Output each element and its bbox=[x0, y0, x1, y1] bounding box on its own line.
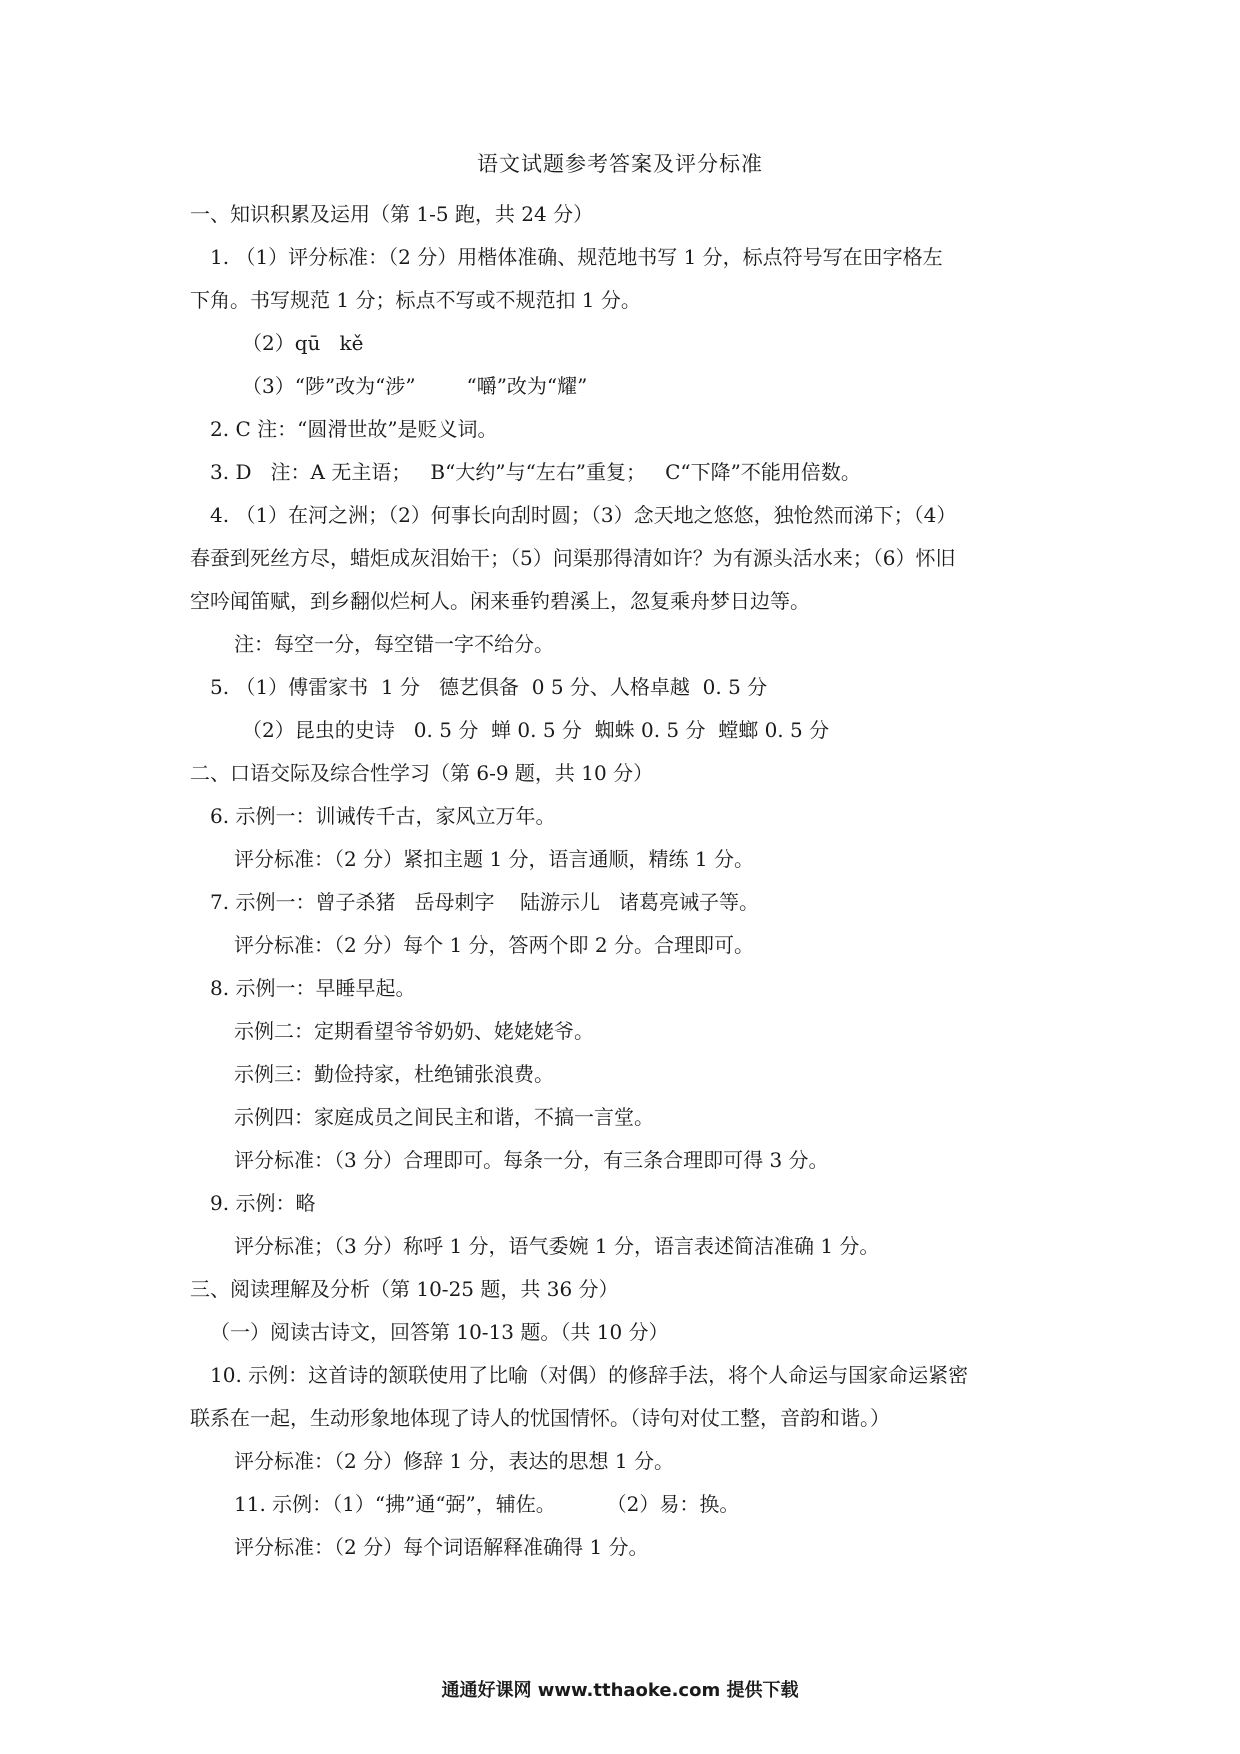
text-line: 7. 示例一：曾子杀猪 岳母刺字 陆游示儿 诸葛亮诫子等。 bbox=[210, 890, 760, 914]
text-line: 示例三：勤俭持家，杜绝铺张浪费。 bbox=[234, 1062, 554, 1086]
text-line: 10. 示例：这首诗的颔联使用了比喻（对偶）的修辞手法，将个人命运与国家命运紧密 bbox=[210, 1363, 969, 1387]
text-line: 注：每空一分，每空错一字不给分。 bbox=[234, 632, 554, 656]
text-line: 6. 示例一：训诫传千古，家风立万年。 bbox=[210, 804, 556, 828]
text-line: 评分标准：（2 分）每个词语解释准确得 1 分。 bbox=[234, 1535, 649, 1559]
text-line: 评分标准：（2 分）紧扣主题 1 分，语言通顺，精练 1 分。 bbox=[234, 847, 754, 871]
text-line: 空吟闻笛赋，到乡翻似烂柯人。闲来垂钓碧溪上，忽复乘舟梦日边等。 bbox=[190, 589, 810, 613]
text-line: 评分标准：（3 分）合理即可。每条一分，有三条合理即可得 3 分。 bbox=[234, 1148, 829, 1172]
text-line: 评分标准：（2 分）修辞 1 分，表达的思想 1 分。 bbox=[234, 1449, 674, 1473]
text-line: 8. 示例一：早睡早起。 bbox=[210, 976, 416, 1000]
text-line: 5. （1）傅雷家书 1 分 德艺俱备 0 5 分、人格卓越 0. 5 分 bbox=[210, 675, 768, 699]
text-line: 二、口语交际及综合性学习（第 6-9 题，共 10 分） bbox=[190, 761, 654, 785]
text-line: 春蚕到死丝方尽，蜡炬成灰泪始干；（5）问渠那得清如许？为有源头活水来；（6）怀旧 bbox=[190, 546, 956, 570]
text-line: 一、知识积累及运用（第 1-5 跑，共 24 分） bbox=[190, 202, 594, 226]
text-line: 三、阅读理解及分析（第 10-25 题，共 36 分） bbox=[190, 1277, 619, 1301]
footer-watermark: 通通好课网 www.tthaoke.com 提供下载 bbox=[441, 1680, 799, 1701]
text-line: 3. D 注：A 无主语； B“大约”与“左右”重复； C“下降”不能用倍数。 bbox=[210, 460, 861, 484]
text-line: （一）阅读古诗文，回答第 10-13 题。（共 10 分） bbox=[210, 1320, 669, 1344]
text-line: 2. C 注：“圆滑世故”是贬义词。 bbox=[210, 417, 498, 441]
text-line: 示例二：定期看望爷爷奶奶、姥姥姥爷。 bbox=[234, 1019, 594, 1043]
text-line: 评分标准；（3 分）称呼 1 分，语气委婉 1 分，语言表述简洁准确 1 分。 bbox=[234, 1234, 880, 1258]
text-line: 11. 示例：（1）“拂”通“弼”，辅佐。 （2）易：换。 bbox=[234, 1492, 740, 1516]
answer-content bbox=[190, 193, 1050, 1569]
text-line: 联系在一起，生动形象地体现了诗人的忧国情怀。（诗句对仗工整，音韵和谐。） bbox=[190, 1406, 890, 1430]
page-title: 语文试题参考答案及评分标准 bbox=[477, 152, 763, 176]
text-line: （2）昆虫的史诗 0. 5 分 蝉 0. 5 分 蜘蛛 0. 5 分 螳螂 0. 5 分 bbox=[242, 718, 830, 742]
text-line: 9. 示例：略 bbox=[210, 1191, 316, 1215]
text-line: 1. （1）评分标准：（2 分）用楷体准确、规范地书写 1 分，标点符号写在田字格左 bbox=[210, 245, 943, 269]
text-line: （2）qū kě bbox=[242, 331, 364, 355]
text-line: 评分标准：（2 分）每个 1 分，答两个即 2 分。合理即可。 bbox=[234, 933, 754, 957]
text-line: 示例四：家庭成员之间民主和谐，不搞一言堂。 bbox=[234, 1105, 654, 1129]
text-line: 4. （1）在河之洲；（2）何事长向刮时圆；（3）念天地之悠悠，独怆然而涕下；（4） bbox=[210, 503, 957, 527]
text-line: （3）“陟”改为“涉” “嚼”改为“耀” bbox=[242, 374, 588, 398]
text-line: 下角。书写规范 1 分；标点不写或不规范扣 1 分。 bbox=[190, 288, 641, 312]
